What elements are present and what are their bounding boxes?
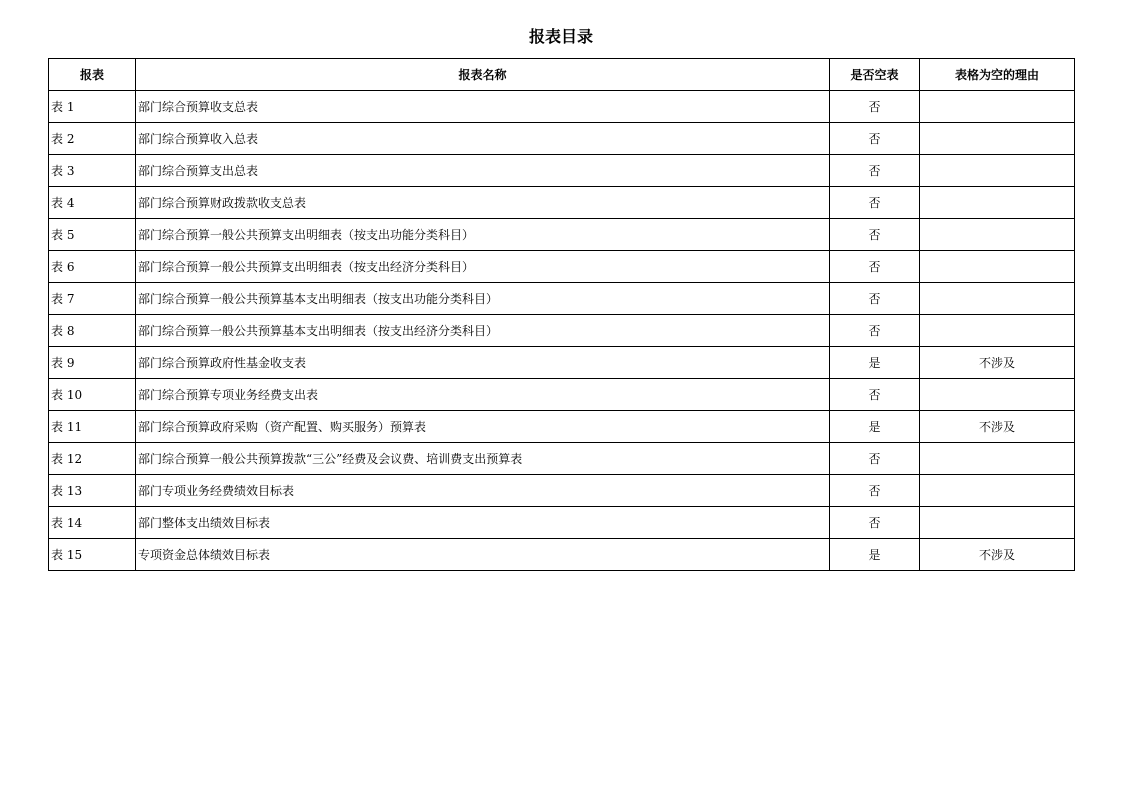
report-id-cell: 表 7 — [49, 283, 136, 315]
empty-reason-cell — [920, 187, 1075, 219]
report-id-cell: 表 15 — [49, 539, 136, 571]
header-empty: 是否空表 — [830, 59, 920, 91]
report-name-cell: 部门综合预算支出总表 — [136, 155, 830, 187]
table-row — [49, 155, 1075, 187]
is-empty-cell: 是 — [830, 347, 920, 379]
header-name: 报表名称 — [136, 59, 830, 91]
table-row — [49, 379, 1075, 411]
report-name-cell: 部门综合预算一般公共预算拨款“三公”经费及会议费、培训费支出预算表 — [136, 443, 830, 475]
report-id-cell: 表 13 — [49, 475, 136, 507]
report-id-cell: 表 5 — [49, 219, 136, 251]
is-empty-cell: 否 — [830, 315, 920, 347]
table-row — [49, 539, 1075, 571]
report-id-cell: 表 6 — [49, 251, 136, 283]
report-name-cell: 部门综合预算收入总表 — [136, 123, 830, 155]
is-empty-cell: 否 — [830, 187, 920, 219]
empty-reason-cell — [920, 283, 1075, 315]
report-id-cell: 表 14 — [49, 507, 136, 539]
table-body — [49, 91, 1075, 571]
table-row — [49, 507, 1075, 539]
header-row — [49, 59, 1075, 91]
report-id-cell: 表 9 — [49, 347, 136, 379]
report-name-cell: 部门专项业务经费绩效目标表 — [136, 475, 830, 507]
is-empty-cell: 否 — [830, 91, 920, 123]
is-empty-cell: 是 — [830, 411, 920, 443]
header-reason: 表格为空的理由 — [920, 59, 1075, 91]
table-row — [49, 443, 1075, 475]
report-id-cell: 表 2 — [49, 123, 136, 155]
report-id-cell: 表 8 — [49, 315, 136, 347]
empty-reason-cell — [920, 475, 1075, 507]
is-empty-cell: 否 — [830, 379, 920, 411]
is-empty-cell: 是 — [830, 539, 920, 571]
empty-reason-cell — [920, 315, 1075, 347]
empty-reason-cell: 不涉及 — [920, 411, 1075, 443]
table-row — [49, 411, 1075, 443]
empty-reason-cell — [920, 123, 1075, 155]
empty-reason-cell — [920, 155, 1075, 187]
report-id-cell: 表 11 — [49, 411, 136, 443]
empty-reason-cell — [920, 443, 1075, 475]
report-name-cell: 部门综合预算专项业务经费支出表 — [136, 379, 830, 411]
empty-reason-cell — [920, 379, 1075, 411]
empty-reason-cell: 不涉及 — [920, 347, 1075, 379]
table-row — [49, 123, 1075, 155]
table-row — [49, 283, 1075, 315]
report-catalog-table — [48, 58, 1075, 571]
header-id: 报表 — [49, 59, 136, 91]
table-row — [49, 251, 1075, 283]
report-name-cell: 部门综合预算政府性基金收支表 — [136, 347, 830, 379]
table-row — [49, 315, 1075, 347]
page-title: 报表目录 — [528, 27, 593, 46]
is-empty-cell: 否 — [830, 475, 920, 507]
empty-reason-cell — [920, 251, 1075, 283]
report-name-cell: 部门综合预算财政拨款收支总表 — [136, 187, 830, 219]
table-row — [49, 187, 1075, 219]
is-empty-cell: 否 — [830, 443, 920, 475]
report-id-cell: 表 4 — [49, 187, 136, 219]
empty-reason-cell — [920, 507, 1075, 539]
report-name-cell: 部门整体支出绩效目标表 — [136, 507, 830, 539]
table-row — [49, 475, 1075, 507]
report-id-cell: 表 10 — [49, 379, 136, 411]
is-empty-cell: 否 — [830, 219, 920, 251]
report-name-cell: 部门综合预算一般公共预算支出明细表（按支出经济分类科目） — [136, 251, 830, 283]
empty-reason-cell: 不涉及 — [920, 539, 1075, 571]
report-name-cell: 部门综合预算收支总表 — [136, 91, 830, 123]
table-row — [49, 219, 1075, 251]
report-name-cell: 部门综合预算一般公共预算支出明细表（按支出功能分类科目） — [136, 219, 830, 251]
table-row — [49, 347, 1075, 379]
report-id-cell: 表 12 — [49, 443, 136, 475]
empty-reason-cell — [920, 219, 1075, 251]
report-id-cell: 表 1 — [49, 91, 136, 123]
is-empty-cell: 否 — [830, 507, 920, 539]
report-name-cell: 部门综合预算一般公共预算基本支出明细表（按支出功能分类科目） — [136, 283, 830, 315]
report-name-cell: 部门综合预算一般公共预算基本支出明细表（按支出经济分类科目） — [136, 315, 830, 347]
report-name-cell: 专项资金总体绩效目标表 — [136, 539, 830, 571]
is-empty-cell: 否 — [830, 155, 920, 187]
is-empty-cell: 否 — [830, 123, 920, 155]
is-empty-cell: 否 — [830, 251, 920, 283]
table-row — [49, 91, 1075, 123]
report-id-cell: 表 3 — [49, 155, 136, 187]
is-empty-cell: 否 — [830, 283, 920, 315]
report-name-cell: 部门综合预算政府采购（资产配置、购买服务）预算表 — [136, 411, 830, 443]
empty-reason-cell — [920, 91, 1075, 123]
